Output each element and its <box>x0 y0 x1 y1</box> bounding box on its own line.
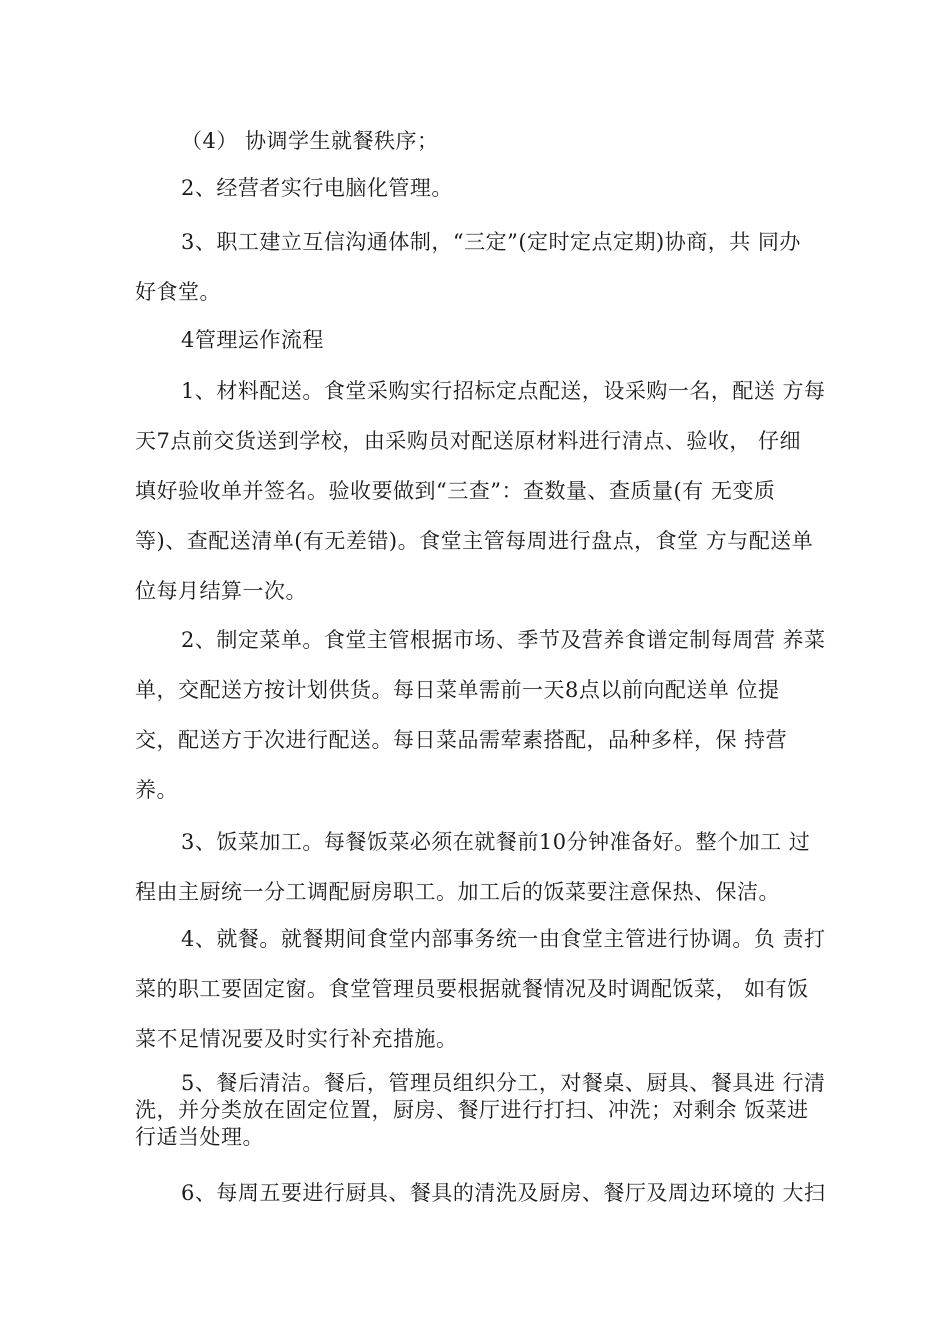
paragraph-weekly-cleaning <box>135 1168 825 1218</box>
text-line: 填好验收单并签名。验收要做到“三查”：查数量、查质量(有 无变质 <box>135 479 776 503</box>
text-line: 菜的职工要固定窗。食堂管理员要根据就餐情况及时调配饭菜， 如有饭 <box>135 977 809 1001</box>
text-line: 程由主厨统一分工调配厨房职工。加工后的饭菜要注意保热、保洁。 <box>135 880 780 904</box>
text-line: 交，配送方于次进行配送。每日菜品需荤素搭配，品种多样，保 持营 <box>135 728 788 752</box>
paragraph-food-processing <box>135 817 825 917</box>
paragraph-dining <box>135 914 825 1064</box>
text-line: 3、饭菜加工。每餐饭菜必须在就餐前10分钟准备好。整个加工 过 <box>181 830 811 854</box>
text-line: 好食堂。 <box>135 280 221 304</box>
section-heading <box>135 315 825 365</box>
paragraph-material-delivery <box>135 366 825 616</box>
text-line: 单，交配送方按计划供货。每日菜单需前一天8点以前向配送单 位提 <box>135 678 780 702</box>
text-line: 行适当处理。 <box>135 1125 264 1149</box>
text-line: 2、经营者实行电脑化管理。 <box>181 176 453 200</box>
text-line: 等)、查配送清单(有无差错)。食堂主管每周进行盘点，食堂 方与配送单 <box>135 529 814 553</box>
text-line: 3、职工建立互信沟通体制，“三定”(定时定点定期)协商，共 同办 <box>181 230 801 254</box>
text-line: 位每月结算一次。 <box>135 579 307 603</box>
section-heading-text: 4管理运作流程 <box>181 328 324 352</box>
text-line: 5、餐后清洁。餐后，管理员组织分工，对餐桌、厨具、餐具进 行清 <box>181 1071 826 1095</box>
paragraph-after-meal-cleaning <box>135 1070 825 1151</box>
paragraph-item-4 <box>135 116 825 166</box>
text-line: 养。 <box>135 778 178 802</box>
text-line: 1、材料配送。食堂采购实行招标定点配送，设采购一名，配送 方每 <box>181 379 826 403</box>
paragraph-communication-system <box>135 217 825 317</box>
text-line: 洗，并分类放在固定位置，厨房、餐厅进行打扫、冲洗；对剩余 饭菜进 <box>135 1098 809 1122</box>
text-line: 2、制定菜单。食堂主管根据市场、季节及营养食谱定制每周营 养菜 <box>181 628 826 652</box>
paragraph-menu-planning <box>135 615 825 815</box>
text-line: 6、每周五要进行厨具、餐具的清洗及厨房、餐厅及周边环境的 大扫 <box>181 1181 826 1205</box>
text-line: 菜不足情况要及时实行补充措施。 <box>135 1027 458 1051</box>
text-line: 4、就餐。就餐期间食堂内部事务统一由食堂主管进行协调。负 责打 <box>181 927 826 951</box>
paragraph-computerized-management <box>135 163 825 213</box>
text-line: 天7点前交货送到学校，由采购员对配送原材料进行清点、验收， 仔细 <box>135 429 802 453</box>
text-line: （4） 协调学生就餐秩序； <box>181 129 439 153</box>
